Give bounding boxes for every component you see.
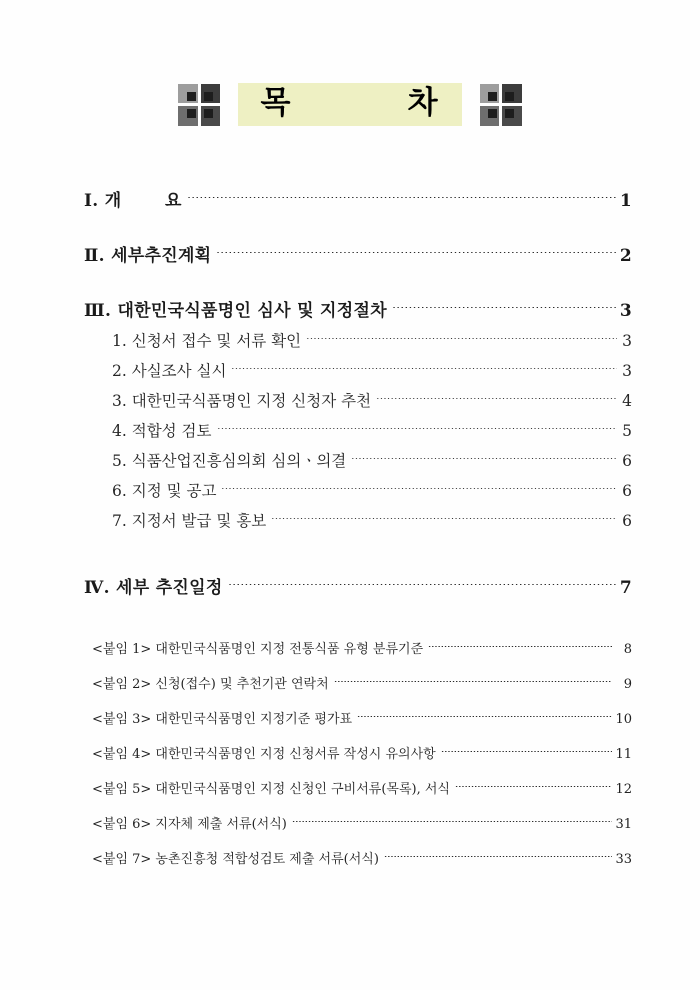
dot-leader bbox=[428, 640, 612, 653]
toc-attachment-label: <붙임 7> 농촌진흥청 적합성검토 제출 서류(서식) bbox=[92, 852, 379, 867]
toc-attachment-label: <붙임 6> 지자체 제출 서류(서식) bbox=[92, 817, 287, 832]
toc-attachment-6[interactable] bbox=[0, 813, 700, 832]
toc-subitem-6[interactable] bbox=[0, 479, 700, 501]
toc-attachment-page: 33 bbox=[615, 852, 632, 867]
toc-subitem-2[interactable] bbox=[0, 359, 700, 381]
toc-subitem-page: 6 bbox=[622, 452, 632, 470]
dot-leader bbox=[357, 710, 612, 723]
toc-subitem-3[interactable] bbox=[0, 389, 700, 411]
toc-attachment-page: 10 bbox=[615, 712, 632, 727]
dot-leader bbox=[306, 331, 617, 347]
toc-attachment-label: <붙임 3> 대한민국식품명인 지정기준 평가표 bbox=[92, 712, 353, 727]
toc-subitem-page: 6 bbox=[622, 512, 632, 530]
toc-subitem-page: 3 bbox=[622, 362, 632, 380]
toc-entry-label: Ⅱ. 세부추진계획 bbox=[84, 246, 212, 266]
toc-attachment-2[interactable] bbox=[0, 673, 700, 692]
dot-leader bbox=[187, 189, 616, 206]
toc-entry-label: Ⅳ. 세부 추진일정 bbox=[84, 578, 223, 598]
toc-subitem-label: 5. 식품산업진흥심의회 심의ㆍ의결 bbox=[112, 452, 347, 470]
toc-attachment-7[interactable] bbox=[0, 848, 700, 867]
toc-attachment-5[interactable] bbox=[0, 778, 700, 797]
dot-leader bbox=[271, 511, 617, 527]
page-title: 목 차 bbox=[260, 85, 440, 121]
toc-attachment-label: <붙임 2> 신청(접수) 및 추천기관 연락처 bbox=[92, 677, 329, 692]
toc-subitem-label: 7. 지정서 발급 및 홍보 bbox=[112, 512, 267, 530]
dot-leader bbox=[292, 815, 612, 828]
toc-attachment-3[interactable] bbox=[0, 708, 700, 727]
toc-attachment-label: <붙임 5> 대한민국식품명인 지정 신청인 구비서류(목록), 서식 bbox=[92, 782, 450, 797]
toc-attachment-label: <붙임 1> 대한민국식품명인 지정 전통식품 유형 분류기준 bbox=[92, 642, 424, 657]
toc-subitem-page: 3 bbox=[622, 332, 632, 350]
toc-entry-page: 7 bbox=[619, 578, 632, 598]
dot-leader bbox=[231, 361, 617, 377]
dot-leader bbox=[384, 850, 612, 863]
dot-leader bbox=[455, 780, 612, 793]
toc-entry-section-1[interactable] bbox=[0, 186, 700, 211]
dot-leader bbox=[221, 481, 617, 497]
toc-subitem-4[interactable] bbox=[0, 419, 700, 441]
toc-subitem-page: 6 bbox=[622, 482, 632, 500]
dot-leader bbox=[351, 451, 617, 467]
checker-square-icon-right bbox=[480, 84, 522, 126]
dot-leader bbox=[441, 745, 612, 758]
title-highlight-band bbox=[238, 83, 461, 126]
toc-entry-page: 2 bbox=[619, 246, 632, 266]
toc-attachment-page: 11 bbox=[615, 747, 632, 762]
toc-attachment-page: 8 bbox=[623, 642, 632, 657]
toc-entry-page: 1 bbox=[619, 191, 632, 211]
toc-attachment-page: 9 bbox=[623, 677, 632, 692]
toc-subitem-label: 2. 사실조사 실시 bbox=[112, 362, 227, 380]
checker-square-icon-left bbox=[178, 84, 220, 126]
toc-subitem-page: 4 bbox=[622, 392, 632, 410]
toc-entry-section-3[interactable] bbox=[0, 296, 700, 321]
toc-subitem-1[interactable] bbox=[0, 329, 700, 351]
toc-subitem-page: 5 bbox=[622, 422, 632, 440]
toc-attachment-1[interactable] bbox=[0, 638, 700, 657]
toc-entry-label: Ⅰ. 개 요 bbox=[84, 191, 182, 211]
dot-leader bbox=[392, 299, 616, 316]
toc-attachment-page: 31 bbox=[615, 817, 632, 832]
toc-attachment-label: <붙임 4> 대한민국식품명인 지정 신청서류 작성시 유의사항 bbox=[92, 747, 436, 762]
dot-leader bbox=[334, 675, 612, 688]
toc-subitem-label: 3. 대한민국식품명인 지정 신청자 추천 bbox=[112, 392, 372, 410]
toc-subitem-5[interactable] bbox=[0, 449, 700, 471]
table-of-contents bbox=[0, 186, 700, 883]
toc-entry-label: Ⅲ. 대한민국식품명인 심사 및 지정절차 bbox=[84, 301, 387, 321]
toc-entry-section-4[interactable] bbox=[0, 573, 700, 598]
toc-entry-page: 3 bbox=[619, 301, 632, 321]
toc-subitem-7[interactable] bbox=[0, 509, 700, 531]
toc-attachment-4[interactable] bbox=[0, 743, 700, 762]
dot-leader bbox=[228, 576, 616, 593]
toc-subitem-label: 4. 적합성 검토 bbox=[112, 422, 212, 440]
toc-subitem-label: 6. 지정 및 공고 bbox=[112, 482, 217, 500]
toc-entry-section-2[interactable] bbox=[0, 241, 700, 266]
dot-leader bbox=[217, 421, 617, 437]
dot-leader bbox=[376, 391, 617, 407]
toc-attachment-page: 12 bbox=[615, 782, 632, 797]
page-title-block bbox=[0, 83, 700, 126]
toc-subitem-label: 1. 신청서 접수 및 서류 확인 bbox=[112, 332, 302, 350]
dot-leader bbox=[216, 244, 616, 261]
